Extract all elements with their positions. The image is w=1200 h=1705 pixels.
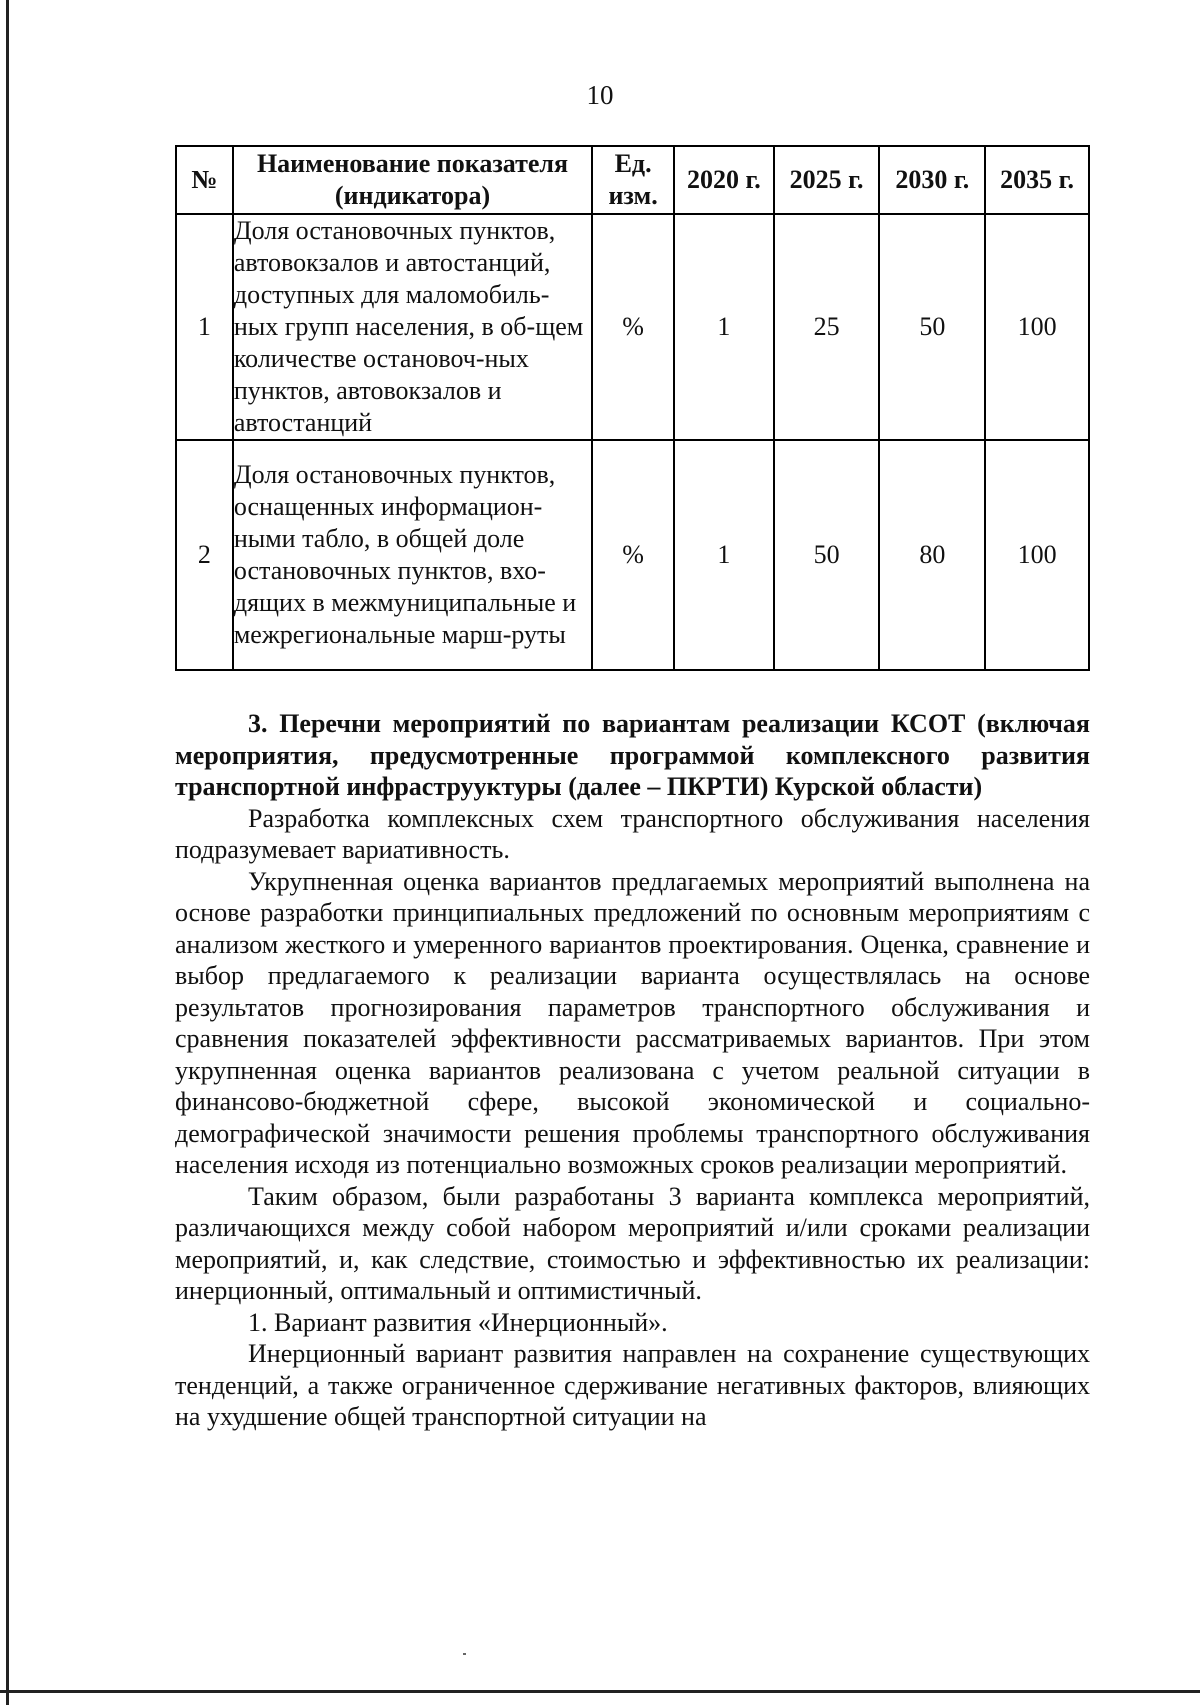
- table-header-row: [176, 146, 1089, 214]
- row-value-2035: 100: [985, 440, 1089, 670]
- row-unit: %: [592, 214, 674, 440]
- row-unit: %: [592, 440, 674, 670]
- row-value-2030: 80: [879, 440, 985, 670]
- row-value-2025: 25: [774, 214, 880, 440]
- row-num: 1: [176, 214, 233, 440]
- indicators-table: [175, 145, 1090, 671]
- header-2020: 2020 г.: [674, 146, 774, 214]
- section-heading: 3. Перечни мероприятий по вариантам реализации КСОТ (включая мероприятия, предусмотренные программой комплексного развития транспортной инфраструуктуры (далее – ПКРТИ) Курской области): [175, 709, 1090, 801]
- row-value-2020: 1: [674, 440, 774, 670]
- row-value-2035: 100: [985, 214, 1089, 440]
- header-2035: 2035 г.: [985, 146, 1089, 214]
- header-2025: 2025 г.: [774, 146, 880, 214]
- header-num: №: [176, 146, 233, 214]
- page-number: 10: [586, 80, 614, 110]
- scan-edge-left: [6, 0, 9, 1705]
- paragraph: Инерционный вариант развития направлен на сохранение существующих тенденций, а также ограниченное сдерживание негативных факторов, влияющих на ухудшение общей транспортной ситуации на: [175, 1339, 1090, 1431]
- variant-title: 1. Вариант развития «Инерционный».: [248, 1307, 668, 1337]
- header-name: Наименование показателя (индикатора): [233, 146, 592, 214]
- scan-speck: [463, 1653, 466, 1655]
- scan-edge-bottom: [0, 1690, 1200, 1693]
- row-name: Доля остановочных пунктов, автовокзалов и автостанций, доступных для маломобиль-ных групп населения, в об-щем количестве остановоч-ных пунктов, автовокзалов и автостанций: [233, 214, 592, 440]
- table-row: [176, 440, 1089, 670]
- row-value-2025: 50: [774, 440, 880, 670]
- paragraph: Укрупненная оценка вариантов предлагаемых мероприятий выполнена на основе разработки принципиальных предложений по основным мероприятиям с анализом жесткого и умеренного вариантов проектирования. Оценка, сравнение и выбор предлагаемого к реализации варианта осуществлялась на основе результатов прогнозирования параметров транспортного обслуживания и сравнения показателей эффективности рассматриваемых вариантов. При этом укрупненная оценка вариантов реализована с учетом реальной ситуации в финансово-бюджетной сфере, высокой экономической и социально-демографической значимости решения проблемы транспортного обслуживания населения исходя из потенциально возможных сроков реализации мероприятий.: [175, 866, 1090, 1179]
- paragraph: Таким образом, были разработаны 3 варианта комплекса мероприятий, различающихся между собой набором мероприятий и/или сроками реализации мероприятий, и, как следствие, стоимостью и эффективностью их реализации: инерционный, оптимальный и оптимистичный.: [175, 1181, 1090, 1305]
- table-row: [176, 214, 1089, 440]
- row-name: Доля остановочных пунктов, оснащенных информацион-ными табло, в общей доле остановочных пунктов, вхо-дящих в межмуниципальные и межрегиональные марш-руты: [233, 440, 592, 670]
- row-value-2030: 50: [879, 214, 985, 440]
- paragraph: Разработка комплексных схем транспортного обслуживания населения подразумевает вариативность.: [175, 803, 1090, 864]
- header-unit: Ед. изм.: [592, 146, 674, 214]
- header-2030: 2030 г.: [879, 146, 985, 214]
- row-value-2020: 1: [674, 214, 774, 440]
- row-num: 2: [176, 440, 233, 670]
- section-3: [175, 708, 1090, 1433]
